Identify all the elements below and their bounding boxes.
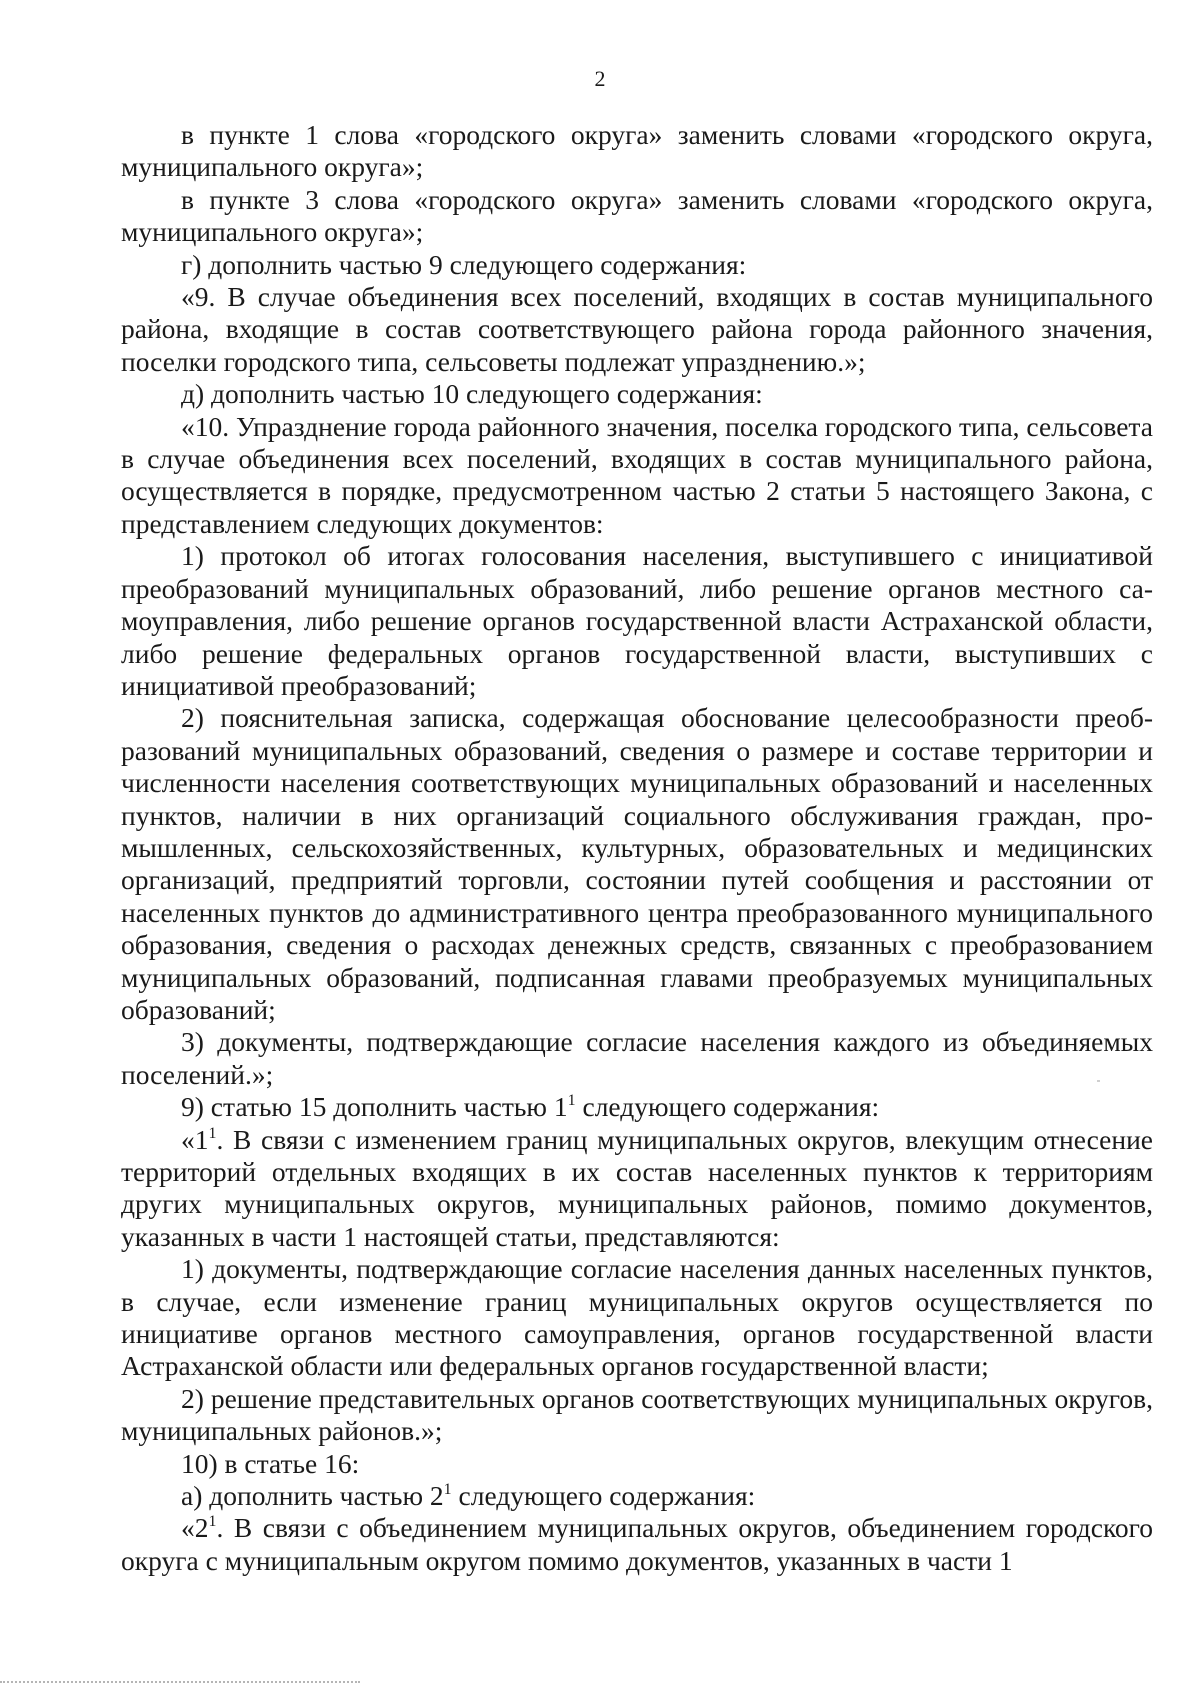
- superscript: 1: [208, 1124, 217, 1142]
- superscript: 1: [567, 1092, 576, 1110]
- paragraph-text: . В связи с объединением муниципальных округов, объединением городского округа с муниципальным округом помимо документов, указанных в части 1: [121, 1512, 1153, 1576]
- paragraph-text: следующего содержания:: [575, 1091, 880, 1123]
- scan-edge-line: [0, 1681, 360, 1683]
- paragraph: 2) пояснительная записка, содержащая обоснование целесообразности преобразований муниципальных образований, сведения о размере и составе территории и численности населения соответствующих муниципальных образований и населенных пунктов, наличии в них организаций социального обслуживания граждан, промышленных, сельскохозяйственных, культурных, образовательных и медицинских организаций, предприятий торговли, состоянии путей сообщения и расстоянии от населенных пунктов до административного центра преобразованного муниципального образования, сведения о расходах денежных средств, связанных с преобразованием муниципальных образований, подписанная главами преобразуемых муниципальных образований;: [121, 702, 1153, 1025]
- paragraph: 3) документы, подтверждающие согласие населения каждого из объединяемых поселений.»;: [121, 1026, 1153, 1090]
- paragraph: [121, 1091, 1153, 1123]
- scan-speck: [1097, 1080, 1100, 1082]
- paragraph: в пункте 1 слова «городского округа» заменить словами «городского округа, муниципального округа»;: [121, 119, 1153, 183]
- paragraph-text: «1: [181, 1123, 209, 1155]
- paragraph-text: а) дополнить частью 2: [181, 1480, 444, 1512]
- paragraph: д) дополнить частью 10 следующего содержания:: [181, 378, 763, 410]
- superscript: 1: [208, 1513, 217, 1531]
- paragraph-text: 9) статью 15 дополнить частью 1: [181, 1091, 568, 1123]
- paragraph-text: . В связи с изменением границ муниципальных округов, влекущим отнесение территорий отдельных входящих в их состав населенных пунктов к территориям других муниципальных округов, муниципальных районов, помимо документов, указанных в части 1 настоящей статьи, представляются:: [121, 1123, 1153, 1252]
- page-number: 2: [594, 66, 606, 91]
- document-body: [121, 119, 1153, 1577]
- paragraph: «10. Упразднение города районного значения, поселка городского типа, сельсовета в случае объединения всех поселений, входящих в состав муниципального района, осуществляется в порядке, предусмотренном частью 2 статьи 5 настоящего Закона, с представлением следующих документов:: [121, 410, 1153, 539]
- paragraph: [121, 1124, 1153, 1254]
- paragraph: [121, 1480, 1153, 1512]
- paragraph: 1) протокол об итогах голосования населения, выступившего с инициативой преобразований муниципальных образований, либо решение органов местного самоуправления, либо решение органов государственной власти Астраханской области, либо решение федеральных органов государственной власти, выступивших с инициативой преобразований;: [121, 540, 1153, 701]
- paragraph: «9. В случае объединения всех поселений, входящих в состав муниципального района, входящие в состав соответствующего района города районного значения, поселки городского типа, сельсоветы подлежат упразднению.»;: [121, 281, 1153, 377]
- superscript: 1: [443, 1481, 452, 1499]
- paragraph: [121, 1512, 1153, 1577]
- paragraph: в пункте 3 слова «городского округа» заменить словами «городского округа, муниципального округа»;: [121, 183, 1153, 248]
- paragraph: 1) документы, подтверждающие согласие населения данных населенных пунктов, в случае, если изменение границ муниципальных округов осуществляется по инициативе органов местного самоуправления, органов государственной власти Астраханской области или федеральных органов государственной власти;: [121, 1253, 1153, 1382]
- paragraph-text: «2: [181, 1512, 209, 1544]
- paragraph: г) дополнить частью 9 следующего содержания:: [181, 248, 747, 280]
- paragraph: 10) в статье 16:: [181, 1447, 360, 1479]
- paragraph-text: следующего содержания:: [451, 1480, 756, 1512]
- paragraph: 2) решение представительных органов соответствующих муниципальных округов, муниципальных районов.»;: [121, 1382, 1153, 1447]
